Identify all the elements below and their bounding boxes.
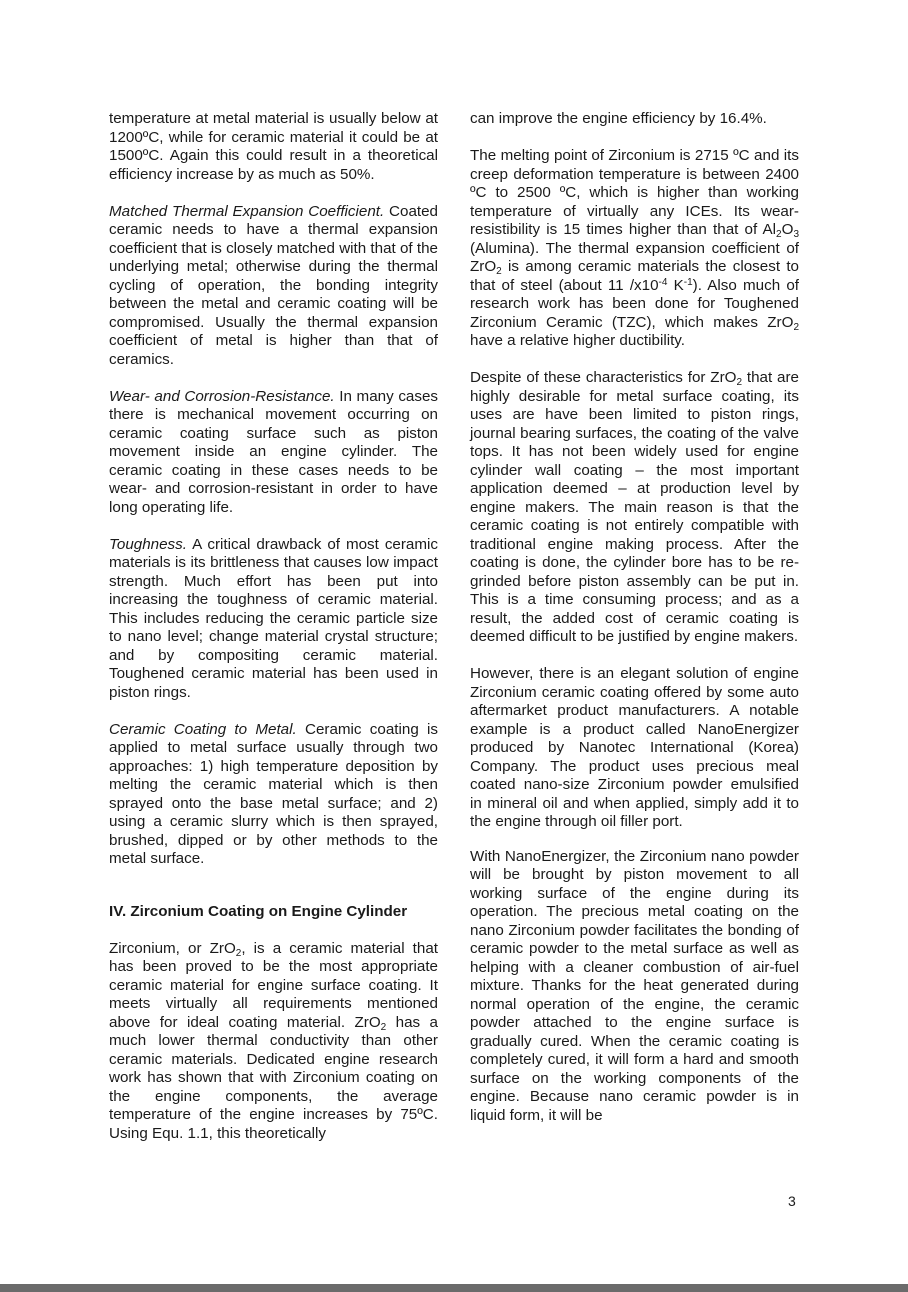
section-heading: IV. Zirconium Coating on Engine Cylinder [109,902,408,920]
paragraph-zirconium: Zirconium, or ZrO$_2$, is a ceramic material that has been proved to be the most appropriate ceramic material for engine surface coating. It meets virtually all requirements mentioned above for ideal coating material. ZrO$_2$ has a much lower thermal conductivity than other ceramic materials. Dedicated engine research work has shown that with Zirconium coating on the engine components, the average temperature of the engine increases by 75ºC. Using Equ. 1.1, this theoretically [109,939,439,1142]
paragraph-ceramic-coating: Ceramic Coating to Metal. Ceramic coating is applied to metal surface usually through two approaches: 1) high temperature deposition by melting the ceramic material which is then sprayed onto the base metal surface; and 2) using a ceramic slurry which is then sprayed, brushed, dipped or by other methods to the metal surface. [109,720,438,867]
paragraph-melting-point: The melting point of Zirconium is 2715 ºC and its creep deformation temperature is between 2400 ºC to 2500 ºC, which is higher than working temperature of virtually any ICEs. Its wear-resistibility is 15 times higher than that of $Al_2O_3$ (Alumina). The thermal expansion coefficient of ZrO$_2$ is among ceramic materials the closest to that of steel (about 11 $/x10^{-4}$ $K^{-1}$). Also much of research work has been done for Toughened Zirconium Ceramic (TZC), which makes ZrO$_2$ have a relative higher ductibility. [470,147,799,349]
paragraph-lead: Matched Thermal Expansion Coefficient. [109,202,385,220]
paragraph-thermal-expansion: Matched Thermal Expansion Coefficient. Coated ceramic needs to have a thermal expansion coefficient that is closely matched with that of the underlying metal; otherwise during the thermal cycling of operation, the bonding integrity between the metal and ceramic coating will be compromised. Usually the thermal expansion coefficient of metal is higher than that of ceramics. [109,202,438,368]
paragraph-nanoenergizer: With NanoEnergizer, the Zirconium nano powder will be brought by piston movement to all working surface of the engine during its operation. The precious metal coating on the nano Zirconium powder facilitates the bonding of ceramic powder to the metal surface as well as helping with a cleaner combustion of air-fuel mixture. Thanks for the heat generated during normal operation of the engine, the ceramic powder attached to the engine surface is gradually cured. When the ceramic coating is completely cured, it will form a hard and smooth surface on the working components of the engine. Because nano ceramic powder is in liquid form, it will be [470,847,799,1124]
page-number: 3 [788,1193,796,1209]
paragraph-efficiency: can improve the engine efficiency by 16.4%. [470,110,767,127]
paragraph-wear-corrosion: Wear- and Corrosion-Resistance. In many cases there is mechanical movement occurring on ceramic coating surface such as piston movement inside an engine cylinder. The ceramic coating in these cases needs to be wear- and corrosion-resistant in order to have long operating life. [109,387,438,516]
paragraph-despite: Despite of these characteristics for ZrO$_2$ that are highly desirable for metal surface coating, its uses are have been limited to piston rings, journal bearing surfaces, the coating of the valve tops. It has not been widely used for engine cylinder wall coating – the most important application deemed – at production level by engine makers. The main reason is that the ceramic coating is not entirely compatible with traditional engine making process. After the coating is done, the cylinder bore has to be re-grinded before piston assembly can be put in. This is a time consuming process; and as a result, the added cost of ceramic coating is deemed difficult to be justified by engine makers. [470,369,799,645]
paragraph-temperature: temperature at metal material is usually below at 1200ºC, while for ceramic material it could be at 1500ºC. Again this could result in a theoretical efficiency increase by as much as 50%. [109,110,438,183]
paragraph-toughness: Toughness. A critical drawback of most ceramic materials is its brittleness that causes low impact strength. Much effort has been put into increasing the toughness of ceramic material. This includes reducing the ceramic particle size to nano level; change material crystal structure; and by compositing ceramic material. Toughened ceramic material has been used in piston rings. [109,535,438,701]
paragraph-lead: Wear- and Corrosion-Resistance. [109,387,335,405]
paragraph-however: However, there is an elegant solution of engine Zirconium ceramic coating offered by some auto aftermarket product manufacturers. A notable example is a product called NanoEnergizer produced by Nanotec International (Korea) Company. The product uses precious meal coated nano-size Zirconium powder emulsified in mineral oil and when applied, simply add it to the engine through oil filler port. [470,665,799,830]
right-column [470,110,799,1125]
paragraph-lead: Ceramic Coating to Metal. [109,720,297,738]
footer-bar [0,1284,908,1292]
left-column [109,110,438,1143]
paragraph-lead: Toughness. [109,535,187,553]
